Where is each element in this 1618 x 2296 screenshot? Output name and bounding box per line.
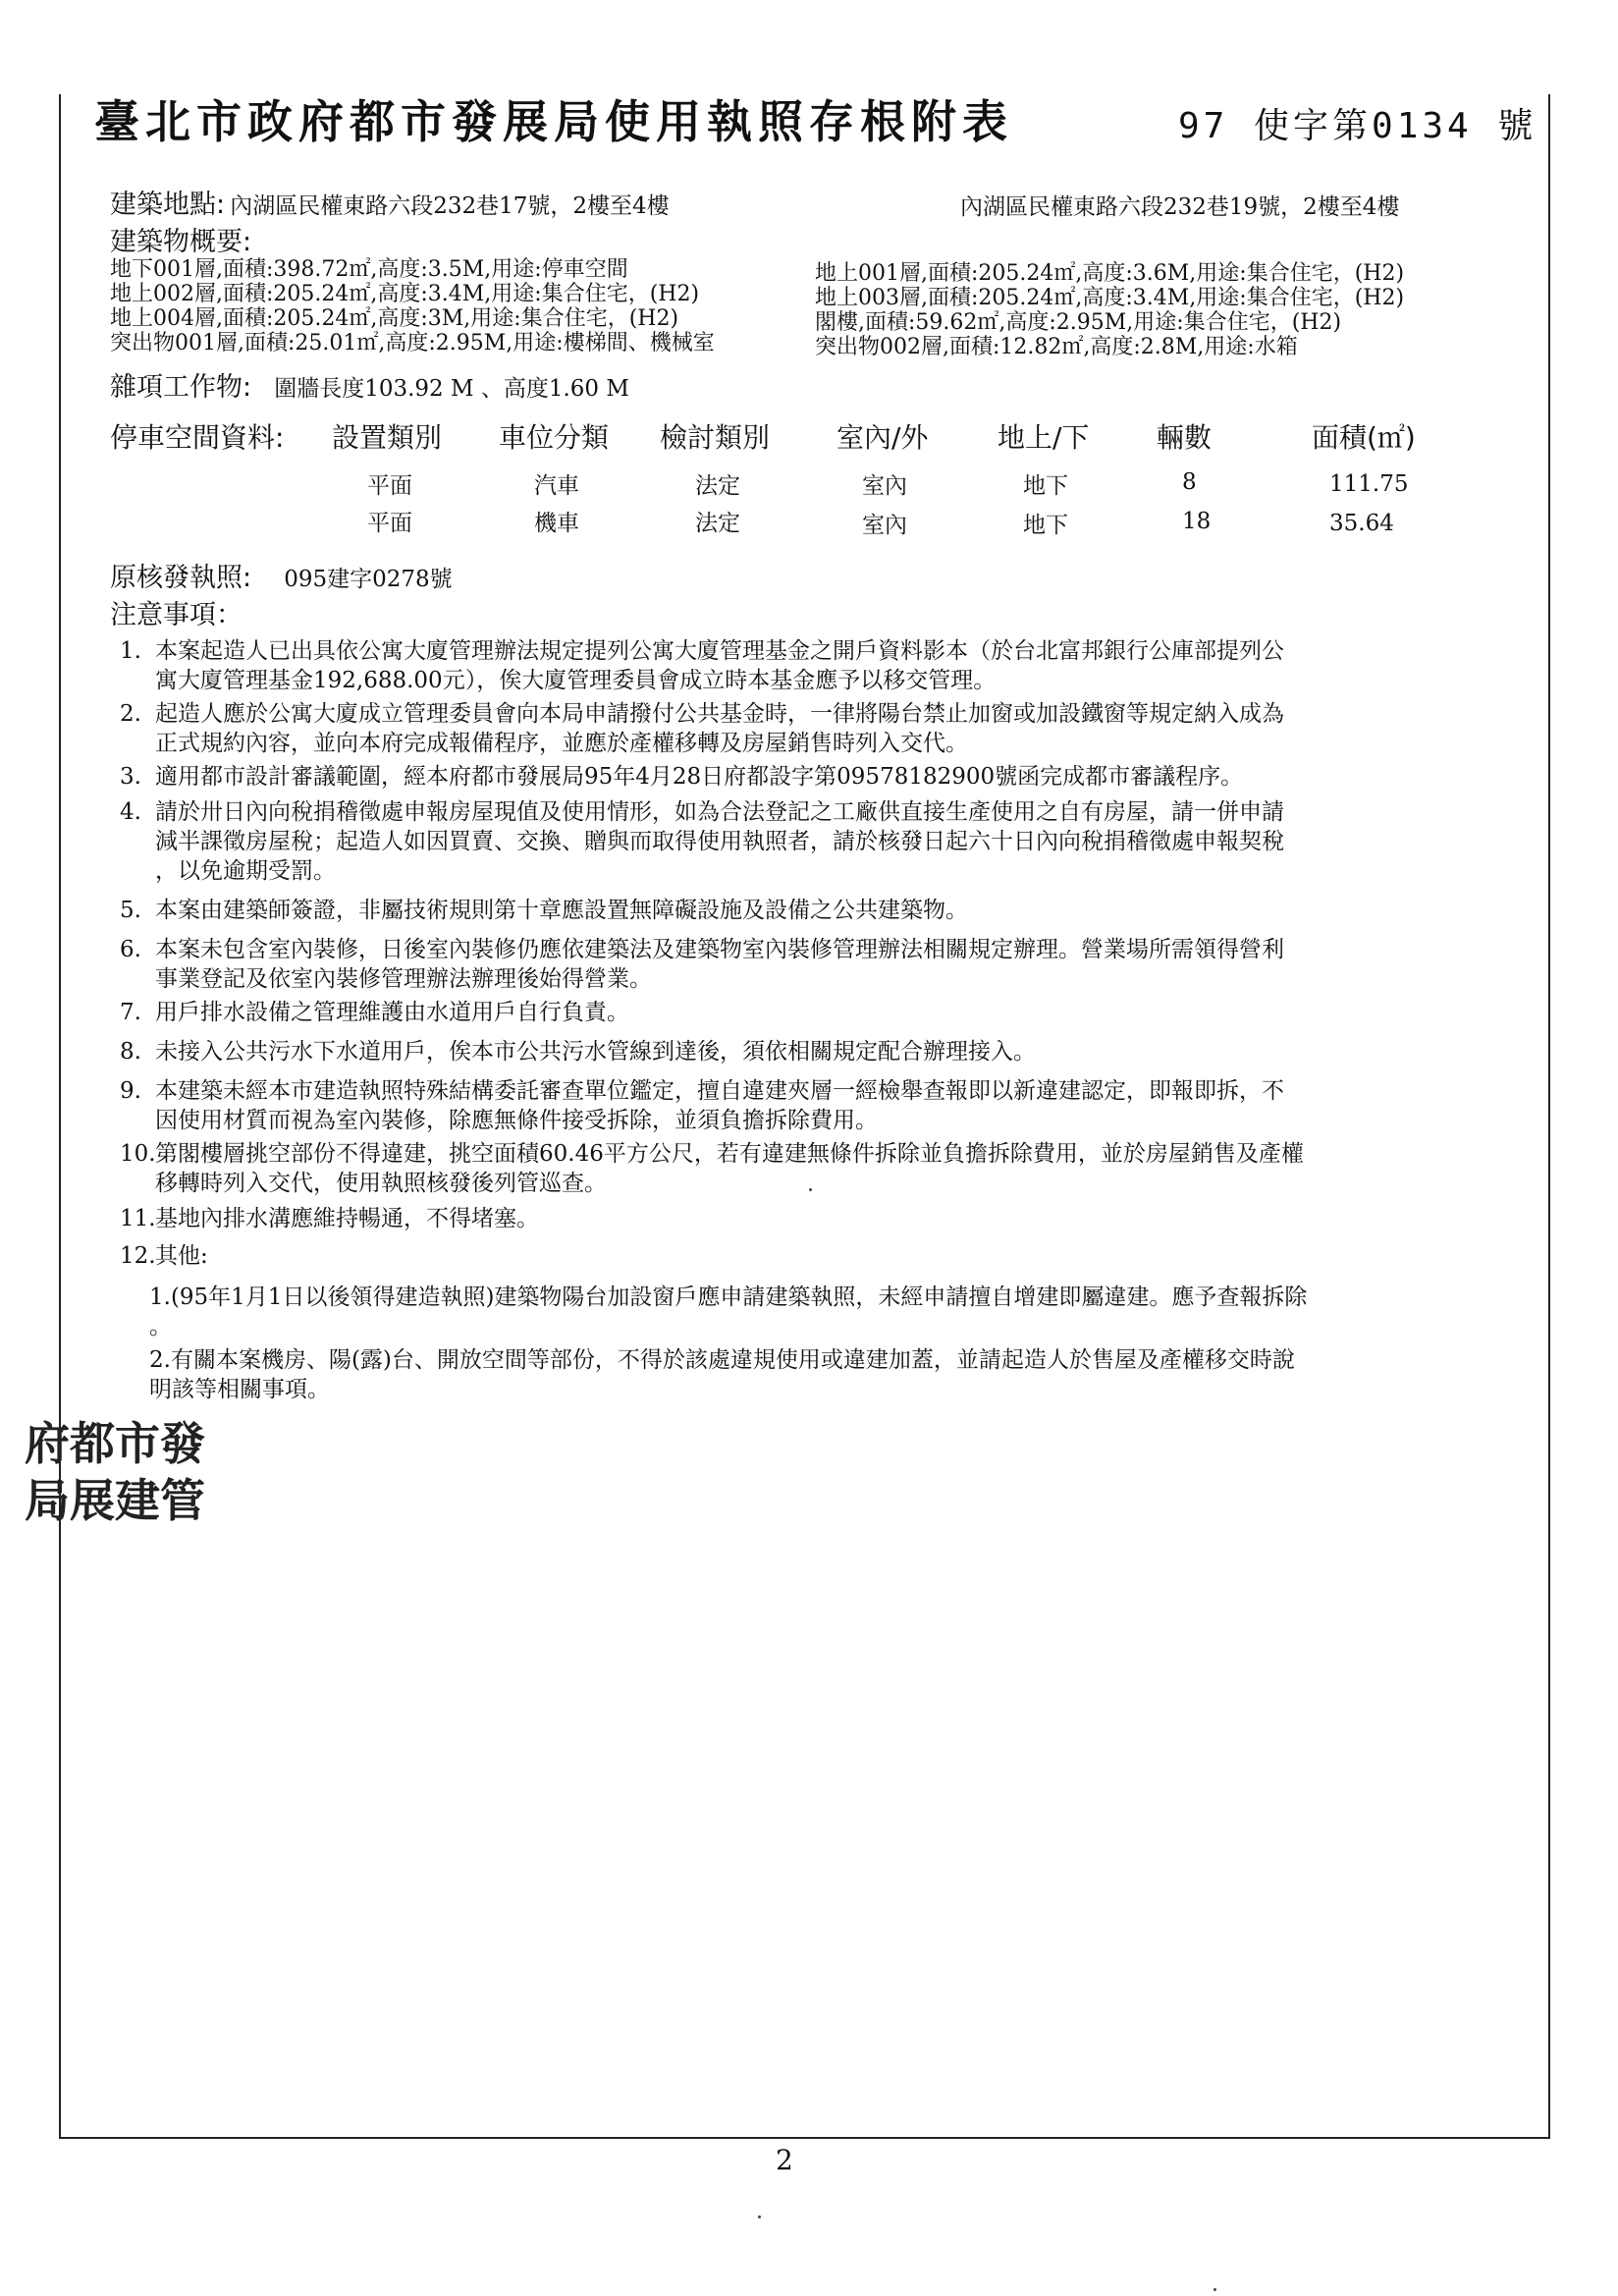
original-permit-label: 原核發執照: [110,563,252,593]
overview-right-4: 突出物002層,面積:12.82㎡,高度:2.8M,用途:水箱 [815,335,1298,359]
parking-header-review: 檢討類別 [660,421,771,454]
parking-cell: 18 [1182,509,1212,534]
scan-speck [809,1188,812,1191]
parking-header-level: 地上/下 [998,421,1090,454]
note-number: 9. [120,1078,141,1104]
note-line: 本案起造人已出具依公寓大廈管理辦法規定提列公寓大廈管理基金之開戶資料影本（於台北富邦銀行公庫部提列公 [155,638,1284,664]
note-line: 起造人應於公寓大廈成立管理委員會向本局申請撥付公共基金時，一律將陽台禁止加窗或加設鐵窗等規定納入成為 [155,701,1284,727]
address-label: 建築地點: [110,190,226,220]
overview-left-3: 地上004層,面積:205.24㎡,高度:3M,用途:集合住宅，(H2) [110,306,679,331]
note-line: 基地內排水溝應維持暢通，不得堵塞。 [155,1206,539,1231]
parking-cell: 法定 [695,511,740,536]
note-number: 6. [120,937,141,962]
note-item [120,935,1524,994]
parking-cell: 室內 [862,513,907,538]
note-line: 適用都市設計審議範圍，經本府都市發展局95年4月28日府都設字第09578182900號函完成都市審議程序。 [155,764,1244,790]
parking-header-class: 車位分類 [499,421,610,454]
notes-label: 注意事項： [110,600,243,630]
overview-left-2: 地上002層,面積:205.24㎡,高度:3.4M,用途:集合住宅，(H2) [110,282,700,306]
overview-left-4: 突出物001層,面積:25.01㎡,高度:2.95M,用途:樓梯間、機械室 [110,331,715,355]
note-line: 請於卅日內向稅捐稽徵處申報房屋現值及使用情形，如為合法登記之工廠供直接生產使用之自有房屋，請一併申請 [155,799,1284,825]
parking-header-type: 設置類別 [332,421,443,454]
note-number: 4. [120,799,141,825]
parking-cell: 機車 [534,511,579,536]
document-title: 臺北市政府都市發展局使用執照存根附表 [94,95,1013,148]
seal-char: 發 [160,1417,205,1470]
note-item [120,699,1524,758]
parking-cell: 室內 [862,473,907,499]
seal-char: 府 [25,1417,70,1470]
parking-cell: 地下 [1023,513,1068,538]
parking-cell: 汽車 [534,473,579,499]
overview-right-1: 地上001層,面積:205.24㎡,高度:3.6M,用途:集合住宅，(H2) [815,261,1405,286]
note-line: 寓大廈管理基金192,688.00元），俟大廈管理委員會成立時本基金應予以移交管理。 [155,668,997,693]
overview-right-2: 地上003層,面積:205.24㎡,高度:3.4M,用途:集合住宅，(H2) [815,286,1405,310]
official-seal-stamp [25,1416,205,1530]
other-note-1 [149,1283,1524,1341]
note-line: 未接入公共污水下水道用戶，俟本市公共污水管線到達後，須依相關規定配合辦理接入。 [155,1039,1036,1065]
note-line: 其他: [155,1243,208,1269]
note-line: 正式規約內容，並向本府完成報備程序，並應於產權移轉及房屋銷售時列入交代。 [155,731,968,756]
note-item [120,797,1524,886]
note-line: 本案未包含室內裝修，日後室內裝修仍應依建築法及建築物室內裝修管理辦法相關規定辦理。營業場所需領得營利 [155,937,1284,962]
seal-char: 管 [160,1474,205,1527]
misc-value: 圍牆長度103.92 M 、高度1.60 M [274,376,629,402]
parking-cell: 平面 [367,473,412,499]
note-item [120,1241,1524,1271]
note-number: 5. [120,898,141,923]
note-item [120,1076,1524,1135]
note-line: 2.有關本案機房、陽(露)台、開放空間等部份，不得於該處違規使用或違建加蓋，並請起造人於售屋及產權移交時說 [149,1347,1295,1373]
note-item [120,998,1524,1027]
address-2: 內湖區民權東路六段232巷19號，2樓至4樓 [960,194,1400,220]
note-line: 事業登記及依室內裝修管理辦法辦理後始得營業。 [155,966,652,992]
parking-cell: 8 [1182,469,1197,495]
seal-char: 展 [70,1474,115,1527]
misc-row [110,365,629,404]
note-line: 本案由建築師簽證，非屬技術規則第十章應設置無障礙設施及設備之公共建築物。 [155,898,968,923]
original-permit-row [110,556,453,594]
address-1: 內湖區民權東路六段232巷17號，2樓至4樓 [230,193,670,219]
note-item [120,896,1524,925]
scan-speck [1214,2288,1216,2291]
overview-left-1: 地下001層,面積:398.72㎡,高度:3.5M,用途:停車空間 [110,257,628,282]
note-item [120,1204,1524,1233]
original-permit-value: 095建字0278號 [284,567,453,592]
note-number: 1. [120,638,141,664]
parking-cell: 111.75 [1329,471,1409,497]
note-number: 11. [120,1206,156,1231]
parking-header-inout: 室內/外 [836,421,929,454]
parking-cell: 地下 [1023,473,1068,499]
seal-char: 市 [115,1417,160,1470]
note-number: 7. [120,1000,141,1025]
note-line: 減半課徵房屋稅；起造人如因買賣、交換、贈與而取得使用執照者，請於核發日起六十日內向稅捐稽徵處申報契稅 [155,829,1284,854]
note-item [120,1037,1524,1066]
note-line: ，以免逾期受罰。 [155,858,336,884]
note-item [120,762,1524,792]
note-number: 2. [120,701,141,727]
note-line: 本建築未經本市建造執照特殊結構委託審查單位鑑定，擅自違建夾層一經檢舉查報即以新違建認定，即報即拆，不 [155,1078,1284,1104]
parking-cell: 平面 [367,511,412,536]
permit-number: 97 使字第0134 號 [1178,106,1537,146]
scan-speck [758,2215,761,2218]
overview-label: 建築物概要: [110,227,252,257]
other-note-2 [149,1345,1524,1404]
parking-cell: 法定 [695,473,740,499]
page-number: 2 [776,2144,793,2176]
seal-char: 都 [70,1417,115,1470]
note-number: 10. [120,1141,156,1167]
parking-header-count: 輛數 [1157,421,1213,454]
parking-label: 停車空間資料: [110,421,285,454]
note-line: 1.(95年1月1日以後領得建造執照)建築物陽台加設窗戶應申請建築執照，未經申請擅自增建即屬違建。應予查報拆除 [149,1285,1308,1310]
misc-label: 雜項工作物: [110,372,252,403]
note-line: 因使用材質而視為室內裝修，除應無條件接受拆除，並須負擔拆除費用。 [155,1108,878,1133]
parking-cell: 35.64 [1329,511,1394,536]
overview-right-3: 閣樓,面積:59.62㎡,高度:2.95M,用途:集合住宅，(H2) [815,310,1342,335]
note-number: 8. [120,1039,141,1065]
note-line: 明該等相關事項。 [149,1377,330,1402]
note-number: 12. [120,1243,156,1269]
address-row [110,183,670,221]
note-line: 移轉時列入交代，使用執照核發後列管巡查。 [155,1171,607,1196]
seal-char: 建 [115,1474,160,1527]
note-line: 。 [149,1314,172,1339]
parking-header-area: 面積(㎡) [1312,421,1416,454]
note-number: 3. [120,764,141,790]
seal-char: 局 [25,1474,70,1527]
note-item [120,1139,1524,1198]
note-line: 第閣樓層挑空部份不得違建，挑空面積60.46平方公尺，若有違建無條件拆除並負擔拆除費用，並於房屋銷售及產權 [155,1141,1304,1167]
note-item [120,636,1524,695]
note-line: 用戶排水設備之管理維護由水道用戶自行負責。 [155,1000,629,1025]
